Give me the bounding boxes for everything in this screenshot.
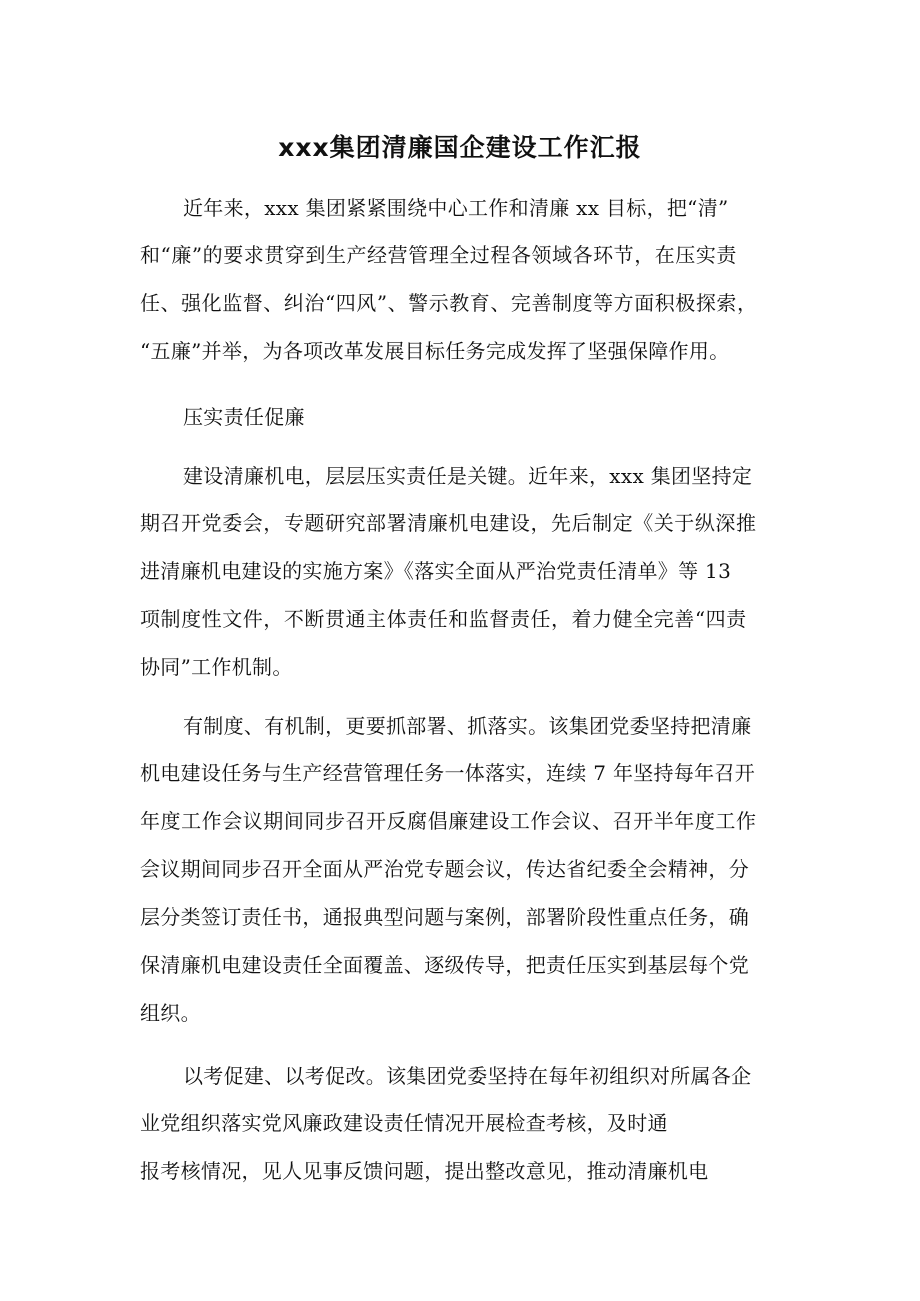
paragraph-1-line-3: 任、强化监督、纠治“四风”、警示教育、完善制度等方面积极探索，	[140, 291, 758, 315]
paragraph-1-line-4: “五廉”并举，为各项改革发展目标任务完成发挥了坚强保障作用。	[140, 339, 730, 363]
paragraph-2-line-1: 建设清廉机电，层层压实责任是关键。近年来，xxx 集团坚持定	[183, 464, 753, 488]
paragraph-3-line-2: 机电建设任务与生产经营管理任务一体落实，连续 7 年坚持每年召开	[140, 761, 756, 785]
paragraph-2-line-4: 项制度性文件，不断贯通主体责任和监督责任，着力健全完善“四责	[140, 607, 747, 631]
paragraph-4-line-1: 以考促建、以考促改。该集团党委坚持在每年初组织对所属各企	[183, 1064, 752, 1088]
document-title: xxx集团清廉国企建设工作汇报	[278, 133, 642, 162]
paragraph-3-line-3: 年度工作会议期间同步召开反腐倡廉建设工作会议、召开半年度工作	[140, 809, 757, 833]
section-heading: 压实责任促廉	[183, 405, 305, 429]
paragraph-1-line-1: 近年来，xxx 集团紧紧围绕中心工作和清廉 xx 目标，把“清”	[183, 196, 729, 220]
paragraph-3-line-1: 有制度、有机制，更要抓部署、抓落实。该集团党委坚持把清廉	[183, 714, 752, 738]
paragraph-1-line-2: 和“廉”的要求贯穿到生产经营管理全过程各领域各环节，在压实责	[140, 243, 737, 267]
paragraph-2-line-5: 协同”工作机制。	[140, 655, 293, 679]
paragraph-3-line-7: 组织。	[140, 1001, 201, 1025]
paragraph-2-line-3: 进清廉机电建设的实施方案》《落实全面从严治党责任清单》等 13	[140, 559, 732, 583]
paragraph-3-line-5: 层分类签订责任书，通报典型问题与案例，部署阶段性重点任务，确	[140, 905, 749, 929]
paragraph-2-line-2: 期召开党委会，专题研究部署清廉机电建设，先后制定《关于纵深推	[140, 511, 757, 535]
paragraph-4-line-3: 报考核情况，见人见事反馈问题，提出整改意见，推动清廉机电	[140, 1159, 709, 1183]
paragraph-3-line-4: 会议期间同步召开全面从严治党专题会议，传达省纪委全会精神，分	[140, 857, 749, 881]
paragraph-4-line-2: 业党组织落实党风廉政建设责任情况开展检查考核，及时通	[140, 1111, 668, 1135]
paragraph-3-line-6: 保清廉机电建设责任全面覆盖、逐级传导，把责任压实到基层每个党	[140, 953, 749, 977]
